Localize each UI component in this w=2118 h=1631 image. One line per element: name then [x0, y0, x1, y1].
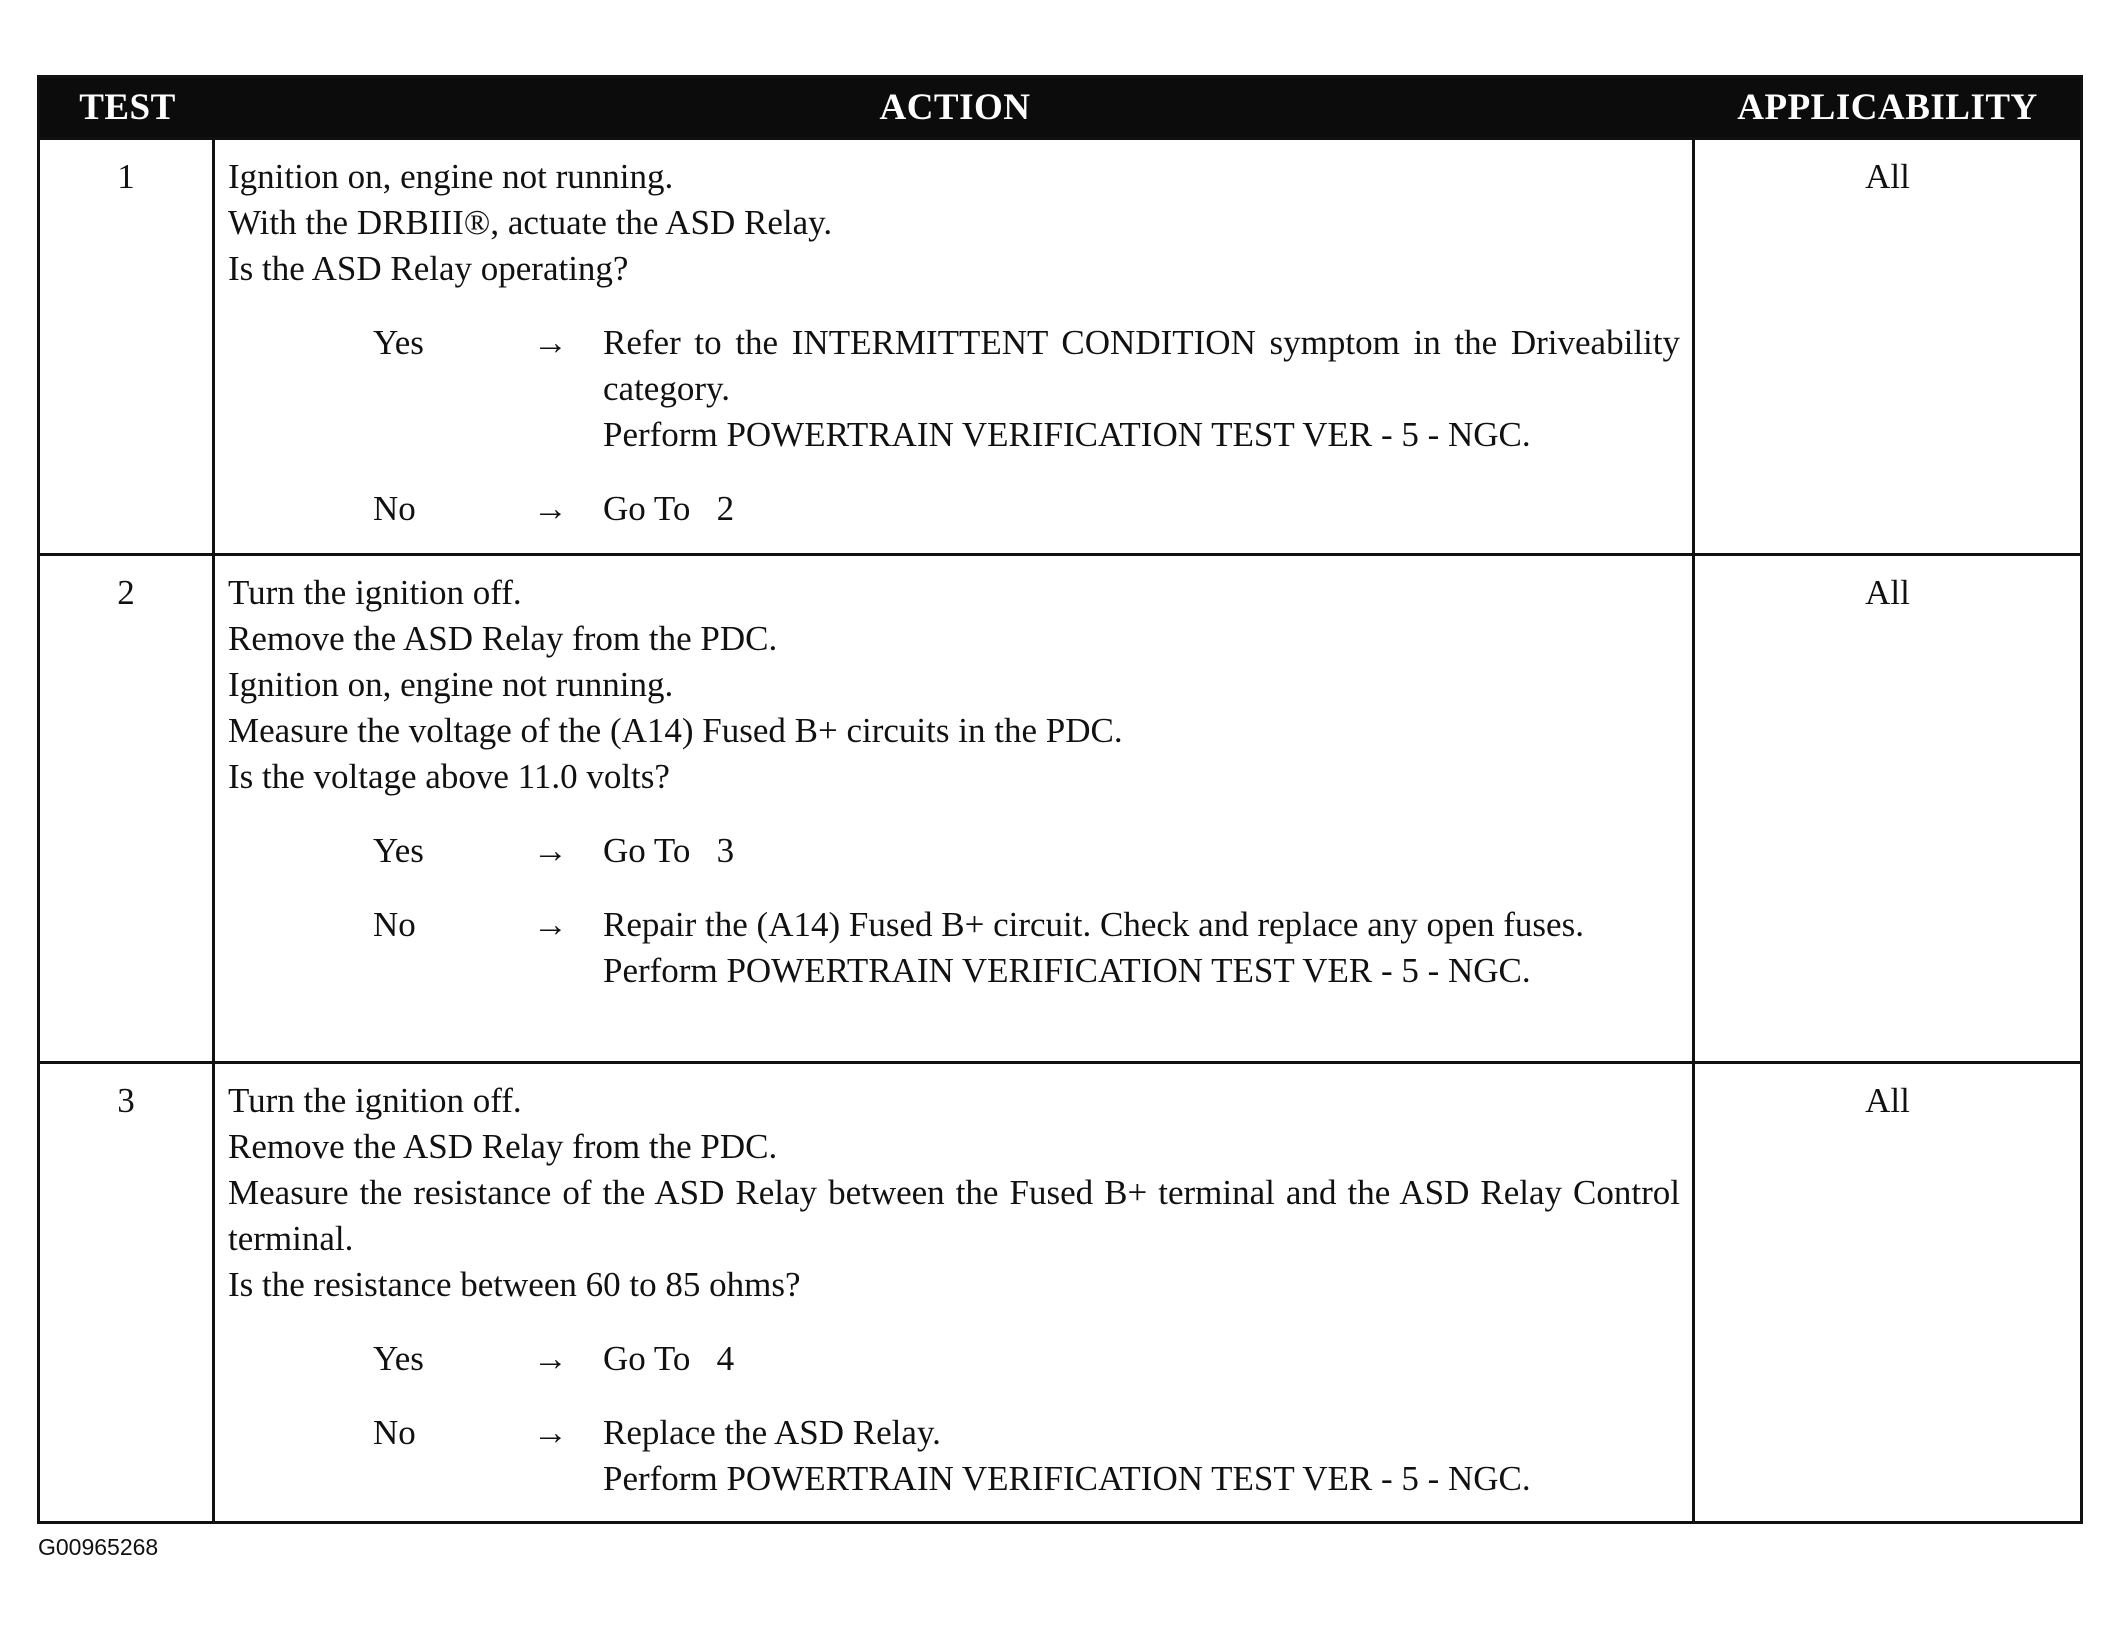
applicability-value: All: [1865, 157, 1910, 196]
action-step: Turn the ignition off.: [228, 573, 522, 612]
arrow-icon: →: [533, 831, 568, 870]
action-step: With the DRBIII®, actuate the ASD Relay.: [228, 203, 833, 242]
action-step: Turn the ignition off.: [228, 1081, 522, 1120]
answer-label: Yes: [373, 831, 424, 870]
answer-no: [373, 486, 1680, 532]
arrow-icon: →: [533, 905, 568, 944]
answer-line: Refer to the INTERMITTENT CONDITION symptom in the Driveability category.: [603, 323, 1680, 408]
answer-line: Repair the (A14) Fused B+ circuit. Check and replace any open fuses.: [603, 905, 1584, 944]
answer-no: [373, 1410, 1680, 1502]
answer-label: Yes: [373, 323, 424, 362]
action-step: Remove the ASD Relay from the PDC.: [228, 619, 778, 658]
answer-label: No: [373, 1413, 416, 1452]
answer-text: [603, 1410, 1680, 1502]
test-number: 3: [40, 1064, 215, 1521]
arrow-icon: →: [533, 1413, 568, 1452]
answer-line: Perform POWERTRAIN VERIFICATION TEST VER - 5 - NGC.: [603, 1459, 1531, 1498]
header-applicability: APPLICABILITY: [1737, 87, 2038, 128]
answer-yes: [373, 828, 1680, 874]
header-test: TEST: [79, 87, 176, 128]
arrow-icon: →: [533, 489, 568, 528]
action-step: Is the voltage above 11.0 volts?: [228, 757, 670, 796]
answer-line: Go To 4: [603, 1339, 735, 1378]
action-step: Is the resistance between 60 to 85 ohms?: [228, 1265, 801, 1304]
arrow-icon: →: [533, 323, 568, 362]
answer-label: Yes: [373, 1339, 424, 1378]
action-cell: [215, 556, 1695, 1061]
action-step: Measure the resistance of the ASD Relay between the Fused B+ terminal and the ASD Relay Control terminal.: [228, 1173, 1680, 1258]
answer-label: No: [373, 905, 416, 944]
header-action: ACTION: [879, 87, 1031, 128]
test-row-2: [40, 553, 2080, 1061]
action-step: Ignition on, engine not running.: [228, 665, 674, 704]
action-step: Measure the voltage of the (A14) Fused B+ circuits in the PDC.: [228, 711, 1123, 750]
answer-text: [603, 320, 1680, 458]
action-step: Is the ASD Relay operating?: [228, 249, 629, 288]
answer-line: Perform POWERTRAIN VERIFICATION TEST VER - 5 - NGC.: [603, 415, 1531, 454]
answer-line: Go To 3: [603, 831, 735, 870]
answers-block: [228, 1336, 1680, 1502]
arrow-icon: →: [533, 1339, 568, 1378]
answer-label: No: [373, 489, 416, 528]
answer-yes: [373, 320, 1680, 458]
action-step: Remove the ASD Relay from the PDC.: [228, 1127, 778, 1166]
test-row-3: [40, 1061, 2080, 1521]
answer-yes: [373, 1336, 1680, 1382]
applicability-value: All: [1865, 573, 1910, 612]
answer-line: Replace the ASD Relay.: [603, 1413, 941, 1452]
table-header-row: [40, 78, 2080, 137]
test-number: 2: [40, 556, 215, 1061]
figure-id: G00965268: [38, 1534, 159, 1560]
diagnostic-test-table: [37, 75, 2083, 1524]
test-row-1: [40, 137, 2080, 553]
answer-no: [373, 902, 1680, 994]
answer-text: [603, 902, 1680, 994]
answer-line: Perform POWERTRAIN VERIFICATION TEST VER - 5 - NGC.: [603, 951, 1531, 990]
action-cell: [215, 140, 1695, 553]
action-cell: [215, 1064, 1695, 1521]
applicability-value: All: [1865, 1081, 1910, 1120]
answers-block: [228, 828, 1680, 994]
action-step: Ignition on, engine not running.: [228, 157, 674, 196]
test-number: 1: [40, 140, 215, 553]
answers-block: [228, 320, 1680, 532]
answer-line: Go To 2: [603, 489, 735, 528]
